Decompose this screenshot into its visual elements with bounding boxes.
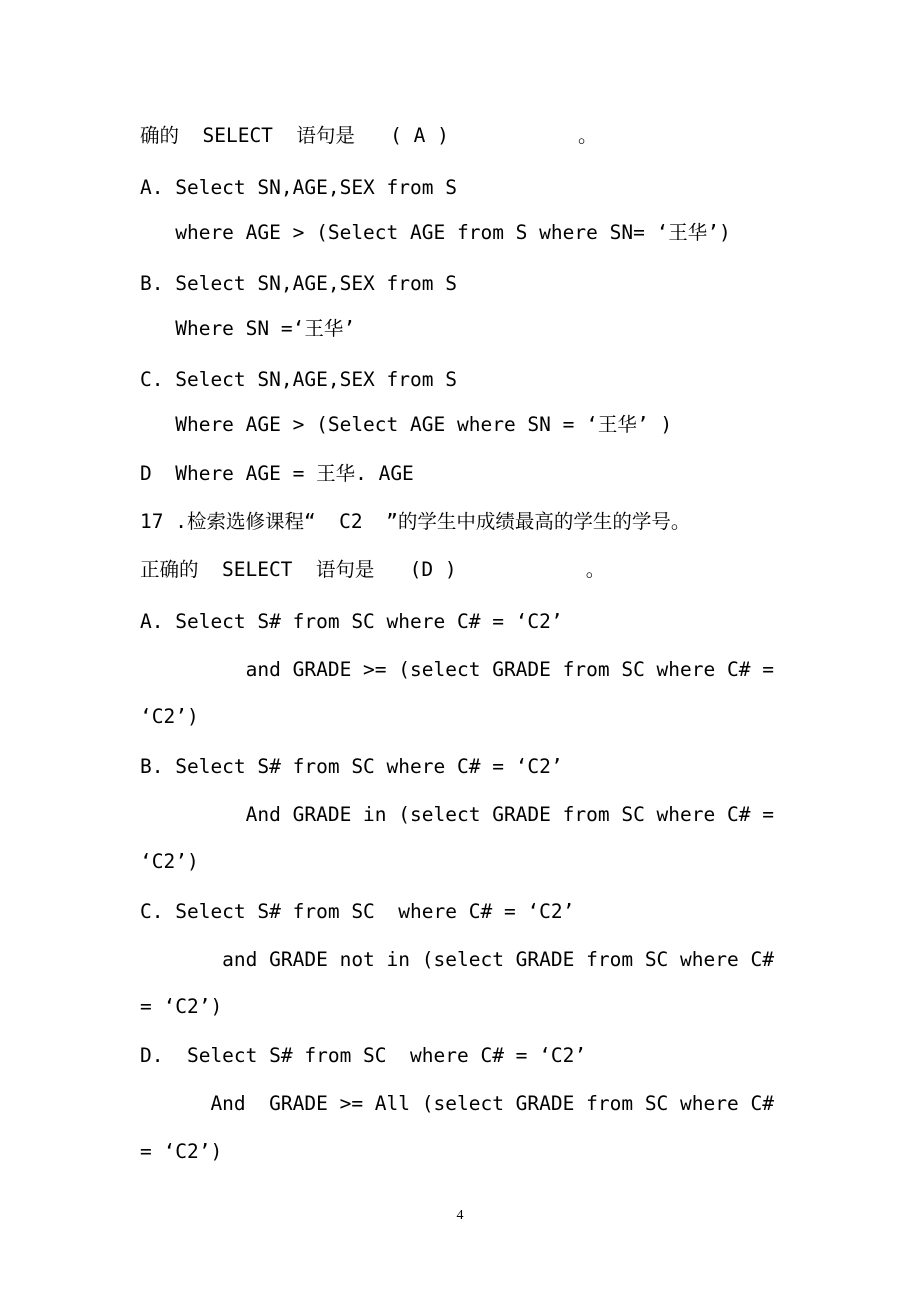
text-line: 正确的 SELECT 语句是 (D ) 。: [140, 558, 606, 581]
text-line: = ‘C2’): [140, 1140, 223, 1163]
text-line: D Where AGE = 王华. AGE: [140, 462, 414, 485]
text-line: D. Select S# from SC where C# = ‘C2’: [140, 1044, 587, 1067]
text-line: A. Select SN,AGE,SEX from S: [140, 176, 457, 199]
text-line: where AGE > (Select AGE from S where SN= ‘王华’): [140, 221, 731, 244]
text-line: C. Select S# from SC where C# = ‘C2’: [140, 900, 575, 923]
text-line: B. Select S# from SC where C# = ‘C2’: [140, 755, 563, 778]
text-line: and GRADE not in (select GRADE from SC where C#: [140, 948, 774, 971]
text-line: B. Select SN,AGE,SEX from S: [140, 272, 457, 295]
text-line: A. Select S# from SC where C# = ‘C2’: [140, 610, 563, 633]
text-line: Where AGE > (Select AGE where SN = ‘王华’ ): [140, 413, 673, 436]
text-line: = ‘C2’): [140, 995, 223, 1018]
text-line: And GRADE >= All (select GRADE from SC where C#: [140, 1092, 774, 1115]
text-line: ‘C2’): [140, 850, 199, 873]
text-line: and GRADE >= (select GRADE from SC where C# =: [140, 658, 774, 681]
question-heading: 17 .检索选修课程“ C2 ”的学生中成绩最高的学生的学号。: [140, 510, 691, 533]
page-number: 4: [456, 1208, 464, 1223]
text-line: C. Select SN,AGE,SEX from S: [140, 368, 457, 391]
text-line: ‘C2’): [140, 705, 199, 728]
text-line: Where SN =‘王华’: [140, 317, 356, 340]
text-line: 确的 SELECT 语句是 ( A ) 。: [140, 124, 598, 147]
text-line: And GRADE in (select GRADE from SC where C# =: [140, 803, 774, 826]
